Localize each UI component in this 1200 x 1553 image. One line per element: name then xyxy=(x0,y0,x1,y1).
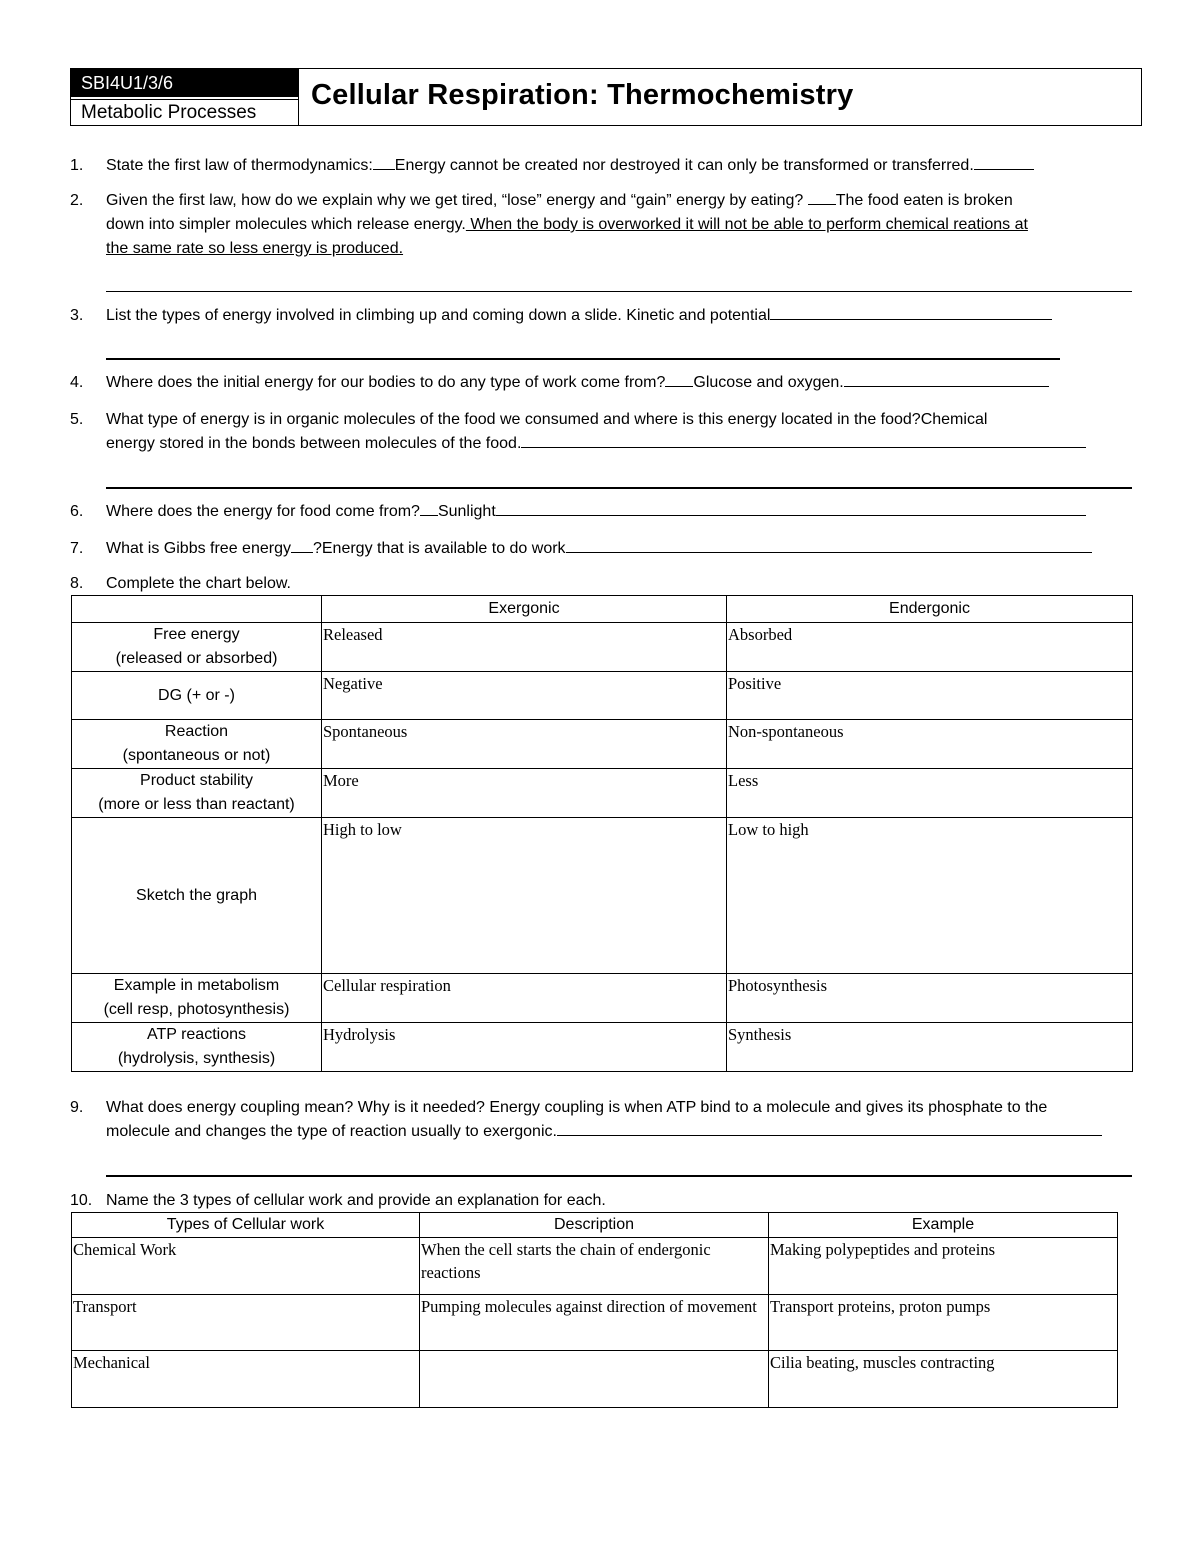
question-prompt: What type of energy is in organic molecules of the food we consumed and where is this energy located in the food? xyxy=(106,411,921,428)
exergonic-cell: High to low xyxy=(322,818,727,974)
answer-text-underlined: the same rate so less energy is produced. xyxy=(106,240,404,257)
question-number: 2. xyxy=(70,192,84,209)
table-header-row xyxy=(72,596,1133,623)
table-row xyxy=(72,1238,1118,1295)
row-label-main: Free energy xyxy=(153,626,240,643)
row-label xyxy=(72,672,322,720)
row-label xyxy=(72,769,322,818)
question-text xyxy=(106,371,1049,395)
blank-line xyxy=(373,154,395,170)
question-number: 6. xyxy=(70,503,84,520)
question-text xyxy=(106,154,1034,178)
blank-line xyxy=(291,537,313,553)
type-cell: Mechanical xyxy=(72,1351,420,1408)
row-label xyxy=(72,623,322,672)
type-cell: Chemical Work xyxy=(72,1238,420,1295)
example-cell: Transport proteins, proton pumps xyxy=(769,1295,1118,1351)
row-label xyxy=(72,818,322,974)
endergonic-cell: Synthesis xyxy=(727,1023,1133,1072)
row-label-hint: (spontaneous or not) xyxy=(122,747,271,764)
question-number: 9. xyxy=(70,1099,84,1116)
exergonic-cell: Hydrolysis xyxy=(322,1023,727,1072)
answer-text: energy stored in the bonds between molecules of the food. xyxy=(106,435,522,452)
header-cell-type: Types of Cellular work xyxy=(72,1213,420,1238)
description-cell: When the cell starts the chain of endergonic reactions xyxy=(420,1238,769,1295)
answer-text: down into simpler molecules which release energy. xyxy=(106,216,466,233)
exergonic-cell: Spontaneous xyxy=(322,720,727,769)
row-label-main: Product stability xyxy=(140,772,253,789)
example-cell: Making polypeptides and proteins xyxy=(769,1238,1118,1295)
question-text xyxy=(106,408,1146,456)
answer-text: Sunlight xyxy=(437,503,496,520)
row-label xyxy=(72,1023,322,1072)
type-cell: Transport xyxy=(72,1295,420,1351)
blank-line xyxy=(844,371,1049,387)
row-label-main: Sketch the graph xyxy=(136,886,257,904)
question-prompt: Given the first law, how do we explain why we get tired, “lose” energy and “gain” energy by eating? xyxy=(106,192,804,209)
endergonic-cell: Absorbed xyxy=(727,623,1133,672)
header-cell-example: Example xyxy=(769,1213,1118,1238)
row-label xyxy=(72,974,322,1023)
unit-name: Metabolic Processes xyxy=(71,99,298,125)
description-cell xyxy=(420,1351,769,1408)
endergonic-cell: Positive xyxy=(727,672,1133,720)
row-label-main: Example in metabolism xyxy=(113,977,280,994)
question-text xyxy=(106,189,1151,261)
answer-text: Chemical xyxy=(920,411,988,428)
header-cell-exergonic: Exergonic xyxy=(322,596,727,623)
exergonic-cell: Released xyxy=(322,623,727,672)
header-cell xyxy=(72,596,322,623)
question-prompt: State the first law of thermodynamics: xyxy=(106,157,373,174)
blank-line xyxy=(521,432,1086,448)
question-number: 4. xyxy=(70,374,84,391)
table-row xyxy=(72,769,1133,818)
blank-line xyxy=(808,189,836,205)
question-prompt: Where does the energy for food come from? xyxy=(106,503,420,520)
row-label-hint: (more or less than reactant) xyxy=(98,796,295,813)
question-prompt: What does energy coupling mean? Why is it needed? xyxy=(106,1099,485,1116)
question-number: 3. xyxy=(70,307,84,324)
answer-line xyxy=(106,487,1132,489)
endergonic-cell: Non-spontaneous xyxy=(727,720,1133,769)
blank-line xyxy=(566,537,1092,553)
row-label-main: DG (+ or -) xyxy=(158,686,235,704)
header-cell-description: Description xyxy=(420,1213,769,1238)
answer-text: Kinetic and potential xyxy=(621,307,771,324)
question-number: 10. xyxy=(70,1192,93,1209)
blank-line xyxy=(496,500,1086,516)
example-cell: Cilia beating, muscles contracting xyxy=(769,1351,1118,1408)
answer-text: Energy cannot be created nor destroyed it can only be transformed or transferred. xyxy=(394,157,974,174)
answer-line xyxy=(106,358,1060,360)
question-prompt: List the types of energy involved in climbing up and coming down a slide. xyxy=(106,307,622,324)
table-row xyxy=(72,1023,1133,1072)
energy-chart-table xyxy=(71,595,1133,1072)
table-row xyxy=(72,1295,1118,1351)
question-text xyxy=(106,537,1092,561)
cellular-work-table xyxy=(71,1212,1118,1408)
question-prompt: Complete the chart below. xyxy=(106,575,291,592)
page-title: Cellular Respiration: Thermochemistry xyxy=(311,79,854,111)
endergonic-cell: Less xyxy=(727,769,1133,818)
question-text xyxy=(106,1096,1166,1144)
answer-line xyxy=(106,291,1132,292)
blank-line xyxy=(420,500,438,516)
table-row xyxy=(72,818,1133,974)
row-label-hint: (cell resp, photosynthesis) xyxy=(103,1001,290,1018)
answer-text: Glucose and oxygen. xyxy=(693,374,844,391)
question-prompt: What is Gibbs free energy xyxy=(106,540,291,557)
row-label-main: ATP reactions xyxy=(146,1026,246,1043)
row-label-main: Reaction xyxy=(164,723,229,740)
answer-text: Energy coupling is when ATP bind to a molecule and gives its phosphate to the xyxy=(484,1099,1048,1116)
question-number: 1. xyxy=(70,157,84,174)
endergonic-cell: Photosynthesis xyxy=(727,974,1133,1023)
table-row xyxy=(72,672,1133,720)
header-cell-endergonic: Endergonic xyxy=(727,596,1133,623)
course-code: SBI4U1/3/6 xyxy=(71,69,298,97)
description-cell: Pumping molecules against direction of movement xyxy=(420,1295,769,1351)
answer-text: molecule and changes the type of reaction usually to exergonic. xyxy=(106,1123,557,1140)
blank-line xyxy=(557,1120,1102,1136)
row-label-hint: (released or absorbed) xyxy=(115,650,278,667)
table-row xyxy=(72,974,1133,1023)
question-number: 8. xyxy=(70,575,84,592)
blank-line xyxy=(974,154,1034,170)
answer-text-underlined: When the body is overworked it will not be able to perform chemical reations at xyxy=(465,216,1028,233)
question-text xyxy=(106,304,1052,328)
header-left-box xyxy=(71,69,299,125)
question-text xyxy=(106,500,1086,524)
question-number: 7. xyxy=(70,540,84,557)
question-prompt: Where does the initial energy for our bodies to do any type of work come from? xyxy=(106,374,666,391)
row-label-hint: (hydrolysis, synthesis) xyxy=(117,1050,276,1067)
exergonic-cell: Negative xyxy=(322,672,727,720)
blank-line xyxy=(665,371,693,387)
question-number: 5. xyxy=(70,411,84,428)
row-label xyxy=(72,720,322,769)
table-row xyxy=(72,623,1133,672)
table-row xyxy=(72,720,1133,769)
question-prompt: Name the 3 types of cellular work and provide an explanation for each. xyxy=(106,1192,606,1209)
answer-text: The food eaten is broken xyxy=(835,192,1013,209)
answer-line xyxy=(106,1175,1132,1177)
exergonic-cell: More xyxy=(322,769,727,818)
table-header-row xyxy=(72,1213,1118,1238)
answer-text: ?Energy that is available to do work xyxy=(312,540,566,557)
blank-line xyxy=(770,304,1052,320)
table-row xyxy=(72,1351,1118,1408)
exergonic-cell: Cellular respiration xyxy=(322,974,727,1023)
worksheet-header xyxy=(70,68,1142,126)
endergonic-cell: Low to high xyxy=(727,818,1133,974)
